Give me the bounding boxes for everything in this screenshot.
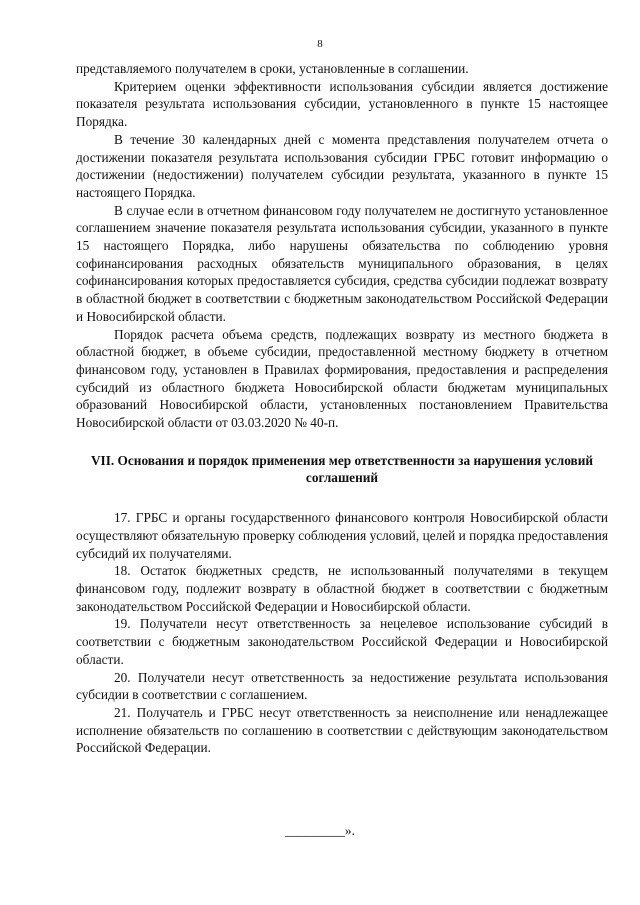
paragraph-item-17: 17. ГРБС и органы государственного финансового контроля Новосибирской области осуществляют обязательную проверку соблюдения условий, целей и порядка предоставления субсидий их получателями. [76,510,608,561]
paragraph-return-calculation: Порядок расчета объема средств, подлежащих возврату из местного бюджета в областной бюджет, в объеме субсидии, предоставленной местному бюджету в отчетном финансовом году, установлен в Правилах формирования, предоставления и распределения субсидий из областного бюджета Новосибирской области бюджетам муниципальных образований Новосибирской области, установленных постановлением Правительства Новосибирской области от 03.03.2020 № 40-п. [76,326,608,431]
paragraph-item-18: 18. Остаток бюджетных средств, не использованный получателями в текущем финансовом году, подлежит возврату в областной бюджет в соответствии с бюджетным законодательством Российской Федерации и Новосибирской области. [76,563,608,614]
paragraph-return-condition: В случае если в отчетном финансовом году получателем не достигнуто установленное соглашением значение показателя результата использования субсидии, указанного в пункте 15 настоящего Порядка, либо нарушены обязательства по соблюдению уровня софинансирования расходных обязательств муниципального образования, в целях софинансирования которых предоставляется субсидия, средства субсидии подлежат возврату в областной бюджет в соответствии с бюджетным законодательством Российской Федерации и Новосибирской области. [76,202,608,324]
closing-mark: _________». [285,823,355,838]
paragraph-report-deadline: В течение 30 календарных дней с момента представления получателем отчета о достижении показателя результата использования субсидии ГРБС готовит информацию о достижении (недостижении) получателем субсидии результата, указанного в пункте 15 настоящего Порядка. [76,131,608,200]
page-number: 8 [317,38,323,50]
document-body [76,60,608,757]
paragraph-item-20: 20. Получатели несут ответственность за недостижение результата использования субсидии в соответствии с соглашением. [76,669,608,703]
paragraph-efficiency-criterion: Критерием оценки эффективности использования субсидии является достижение показателя результата использования субсидии, установленного в пункте 15 настоящее Порядка. [76,78,608,130]
paragraph-item-19: 19. Получатели несут ответственность за нецелевое использование субсидий в соответствии с бюджетным законодательством Российской Федерации и Новосибирской области. [76,616,608,667]
section-heading: VII. Основания и порядок применения мер ответственности за нарушения условий соглашений [90,452,594,486]
paragraph-item-21: 21. Получатель и ГРБС несут ответственность за неисполнение или ненадлежащее исполнение обязательств по соглашению в соответствии с действующим законодательством Российской Федерации. [76,704,608,756]
paragraph-continuation: представляемого получателем в сроки, установленные в соглашении. [76,61,469,76]
